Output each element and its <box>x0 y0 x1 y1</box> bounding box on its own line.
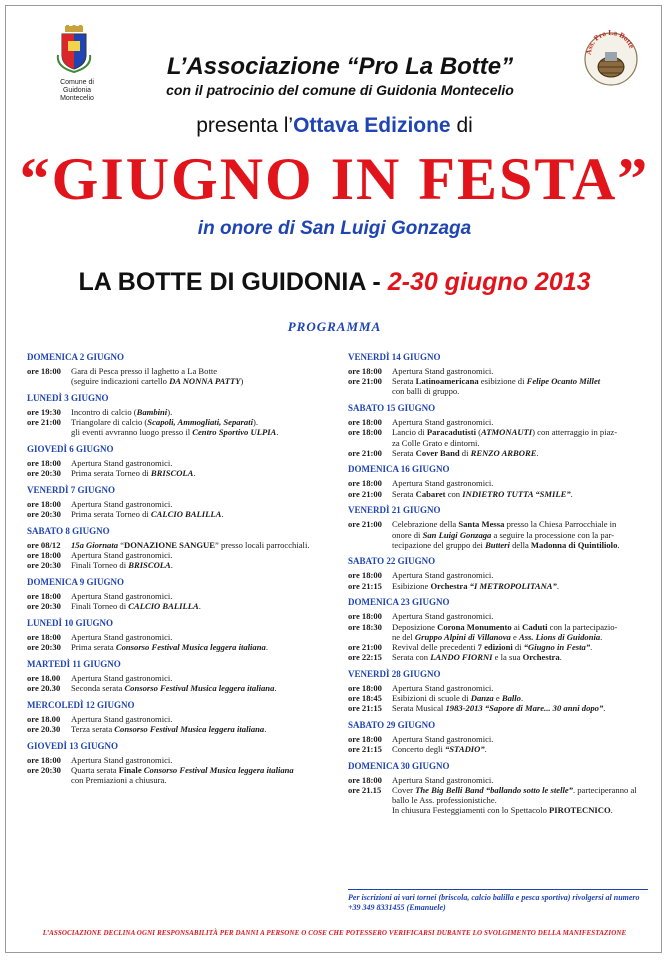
event-description: Apertura Stand gastronomici. <box>71 498 173 509</box>
programme-right-column <box>348 352 648 822</box>
programme-day <box>348 464 648 498</box>
logo-text: Ass. Pro La Botte <box>583 29 637 56</box>
programme-event <box>348 785 648 816</box>
event-time: ore 18:00 <box>27 366 61 376</box>
programme-event <box>27 509 327 519</box>
event-description: Prima serata Consorso Festival Musica leggera italiana. <box>71 642 268 653</box>
programme-event <box>27 632 327 642</box>
event-description: Serata Latinoamericana esibizione di Felipe Ocanto Millet con balli di gruppo. <box>392 376 601 397</box>
programme-event <box>348 622 648 642</box>
event-time: ore 18:00 <box>27 498 61 509</box>
event-description: Apertura Stand gastronomici. <box>71 631 173 642</box>
day-heading: SABATO 15 GIUGNO <box>348 403 436 414</box>
event-time: ore 20:30 <box>27 468 61 479</box>
day-heading: DOMENICA 30 GIUGNO <box>348 760 450 771</box>
programme-event <box>27 591 327 601</box>
programme-day <box>27 659 327 693</box>
event-description: Quarta serata Finale Consorso Festival Musica leggera italiana con Premiazioni a chiusura. <box>71 764 294 785</box>
event-time: ore 18:00 <box>348 682 382 693</box>
event-time: ore 18:00 <box>27 550 61 561</box>
crest-caption-line2: Guidonia Montecelio <box>60 87 94 102</box>
event-time: ore 20.30 <box>27 723 61 734</box>
event-time: ore 21:15 <box>348 703 382 714</box>
programme-event <box>27 540 327 550</box>
disclaimer: L’ASSOCIAZIONE DECLINA OGNI RESPONSABILITÀ PER DANNI A PERSONE O COSE CHE POTESSERO VERIFICARSI DURANTE LO SVOLGIMENTO DELLA MANIFESTAZIONE <box>42 929 627 937</box>
day-heading: VENERDÌ 7 GIUGNO <box>27 484 116 495</box>
event-time: ore 20.30 <box>27 682 61 693</box>
programme-event <box>27 417 327 437</box>
programme-day <box>27 700 327 734</box>
event-time: ore 21:00 <box>348 447 382 458</box>
programme-event <box>348 376 648 396</box>
event-description: Seconda serata Consorso Festival Musica leggera italiana. <box>71 682 277 693</box>
programme-event <box>348 652 648 662</box>
day-heading: LUNEDÌ 10 GIUGNO <box>27 617 114 628</box>
event-time: ore 21:00 <box>348 376 382 387</box>
programme-event <box>27 724 327 734</box>
programme-event <box>348 519 648 550</box>
event-time: ore 18.00 <box>27 672 61 683</box>
event-description: Apertura Stand gastronomici. <box>392 774 494 785</box>
event-description: Prima serata Torneo di BRISCOLA. <box>71 468 196 479</box>
event-time: ore 18:00 <box>348 366 382 376</box>
event-description: Serata Cabaret con INDIETRO TUTTA “SMILE”. <box>392 488 573 499</box>
programme-day <box>348 597 648 662</box>
programme-day <box>27 352 327 386</box>
event-description: Lancio di Paracadutisti (ATMONAUTI) con atterraggio in piaz- za Colle Grato e dintorni. <box>392 427 618 448</box>
patronage-line: con il patrocinio del comune di Guidonia Montecelio <box>166 82 514 98</box>
event-description: Apertura Stand gastronomici. <box>392 733 494 744</box>
day-heading: GIOVEDÌ 6 GIUGNO <box>27 444 114 455</box>
event-description: Apertura Stand gastronomici. <box>392 478 494 489</box>
crest-caption <box>47 79 107 103</box>
event-description: Apertura Stand gastronomici. <box>392 570 494 581</box>
event-time: ore 20:30 <box>27 764 61 775</box>
day-heading: VENERDÌ 14 GIUGNO <box>348 352 441 362</box>
day-heading: VENERDÌ 21 GIUGNO <box>348 505 441 516</box>
day-heading: MERCOLEDÌ 12 GIUGNO <box>27 699 135 710</box>
pro-la-botte-logo <box>583 29 639 87</box>
event-time: ore 18:00 <box>27 631 61 642</box>
venue-line <box>0 266 669 298</box>
programme-event <box>348 427 648 447</box>
event-time: ore 20:30 <box>27 560 61 571</box>
programme-event <box>348 478 648 488</box>
crest-caption-line1: Comune di <box>60 79 94 86</box>
event-time: ore 21:00 <box>348 488 382 499</box>
programme-event <box>27 407 327 417</box>
day-heading: LUNEDÌ 3 GIUGNO <box>27 392 109 403</box>
event-description: Serata Musical 1983-2013 “Sapore di Mare... 30 anni dopo”. <box>392 703 606 714</box>
programme-day <box>348 556 648 590</box>
programme-event <box>27 765 327 785</box>
programme-event <box>348 703 648 713</box>
event-time: ore 18:45 <box>348 693 382 704</box>
event-description: Serata Cover Band di RENZO ARBORE. <box>392 447 539 458</box>
event-time: ore 18:00 <box>348 427 382 438</box>
event-time: ore 08/12 <box>27 539 61 550</box>
programme-day <box>27 741 327 786</box>
programme-event <box>27 673 327 683</box>
event-time: ore 21:00 <box>348 641 382 652</box>
programme-event <box>348 693 648 703</box>
event-time: ore 18:30 <box>348 621 382 632</box>
programme-event <box>348 642 648 652</box>
day-heading: SABATO 22 GIUGNO <box>348 556 436 567</box>
event-time: ore 21:00 <box>348 519 382 530</box>
event-description: Serata con LANDO FIORNI e la sua Orchestra. <box>392 652 562 663</box>
programme-event <box>348 775 648 785</box>
programme-event <box>348 744 648 754</box>
event-title: “GIUGNO IN FESTA” <box>19 146 650 212</box>
event-description: Revival delle precedenti 7 edizioni di “Giugno in Festa”. <box>392 641 593 652</box>
programme-day <box>348 505 648 550</box>
programme-day <box>27 444 327 478</box>
day-heading: SABATO 8 GIUGNO <box>27 525 110 536</box>
day-heading: GIOVEDÌ 13 GIUGNO <box>27 740 119 751</box>
event-description: Cover The Big Belli Band “ballando sotto le stelle”. parteciperanno al ballo le Ass. professionistiche. In chiusura Festeggiamenti con lo Spettacolo PIROTECNICO. <box>392 785 637 816</box>
programme-event <box>27 499 327 509</box>
presenta-pre: presenta l’ <box>196 114 294 137</box>
event-time: ore 18:00 <box>348 611 382 622</box>
programme-event <box>27 683 327 693</box>
event-time: ore 18:00 <box>348 478 382 489</box>
programme-event <box>348 683 648 693</box>
event-description: Apertura Stand gastronomici. <box>71 713 173 724</box>
event-description: Apertura Stand gastronomici. <box>71 458 173 469</box>
registration-note: Per iscrizioni ai vari tornei (briscola, calcio balilla e pesca sportiva) rivolgersi al numero +39 349 8331455 (Emanuele) <box>348 893 640 912</box>
event-dates: 2-30 giugno 2013 <box>387 268 591 296</box>
programme-event <box>348 570 648 580</box>
programme-event <box>348 489 648 499</box>
event-time: ore 18:00 <box>348 733 382 744</box>
event-description: Celebrazione della Santa Messa presso la Chiesa Parrocchiale in onore di San Luigi Gonzaga a seguire la processione con la par- tecipazione del gruppo dei Butteri della Madonna di Quintiliolo. <box>392 519 620 550</box>
event-description: Terza serata Consorso Festival Musica leggera italiana. <box>71 723 267 734</box>
event-time: ore 21.15 <box>348 785 382 796</box>
programme-event <box>348 366 648 376</box>
programme-event <box>348 611 648 621</box>
day-heading: DOMENICA 9 GIUGNO <box>27 576 125 587</box>
event-description: Triangolare di calcio (Scapoli, Ammogliati, Separati). gli eventi avvranno luogo presso il Centro Sportivo ULPIA. <box>71 417 279 438</box>
programme-day <box>348 669 648 714</box>
programme-event <box>27 755 327 765</box>
event-time: ore 22:15 <box>348 652 382 663</box>
programme-day <box>348 720 648 754</box>
event-description: Esibizione Orchestra “I METROPOLITANA”. <box>392 580 559 591</box>
day-heading: VENERDÌ 28 GIUGNO <box>348 668 441 679</box>
event-description: Finali Torneo di CALCIO BALILLA. <box>71 601 201 612</box>
programme-day <box>27 577 327 611</box>
event-time: ore 20:30 <box>27 642 61 653</box>
event-description: Finali Torneo di BRISCOLA. <box>71 560 173 571</box>
programme-day <box>27 393 327 438</box>
programme-day <box>348 352 648 397</box>
day-heading: SABATO 29 GIUGNO <box>348 719 436 730</box>
venue-name: LA BOTTE DI GUIDONIA - <box>78 268 388 296</box>
programme-day <box>27 485 327 519</box>
event-description: Apertura Stand gastronomici. <box>71 550 173 561</box>
event-description: Gara di Pesca presso il laghetto a La Botte (seguire indicazioni cartello DA NONNA PATTY) <box>71 366 244 387</box>
event-description: Deposizione Corona Monumento ai Caduti con la partecipazio- ne del Gruppo Alpini di Villanova e Ass. Lions di Guidonia. <box>392 621 618 642</box>
day-heading: MARTEDÌ 11 GIUGNO <box>27 658 121 669</box>
day-heading: DOMENICA 2 GIUGNO <box>27 352 125 362</box>
day-heading: DOMENICA 23 GIUGNO <box>348 597 450 608</box>
event-time: ore 18.00 <box>27 713 61 724</box>
programme-event <box>27 468 327 478</box>
event-time: ore 18:00 <box>348 417 382 428</box>
programme-event <box>27 601 327 611</box>
event-description: 15a Giornata “DONAZIONE SANGUE” presso locali parrocchiali. <box>71 539 310 550</box>
event-description: Incontro di calcio (Bambini). <box>71 406 173 417</box>
event-time: ore 19:30 <box>27 406 61 417</box>
programme-day <box>348 403 648 458</box>
programme-event <box>27 714 327 724</box>
event-description: Apertura Stand gastronomici. <box>392 366 494 376</box>
event-time: ore 18:00 <box>27 754 61 765</box>
programme-event <box>27 642 327 652</box>
event-time: ore 21:15 <box>348 580 382 591</box>
programme-event <box>27 560 327 570</box>
event-time: ore 21:15 <box>348 744 382 755</box>
programme-left-column <box>27 352 327 792</box>
event-description: Apertura Stand gastronomici. <box>71 754 173 765</box>
programme-day <box>27 618 327 652</box>
event-description: Prima serata Torneo di CALCIO BALILLA. <box>71 509 224 520</box>
programme-event <box>27 366 327 386</box>
association-name: L’Associazione “Pro La Botte” <box>166 53 514 80</box>
programme-heading: PROGRAMMA <box>287 319 382 334</box>
presenta-post: di <box>450 114 473 137</box>
programme-event <box>348 581 648 591</box>
event-time: ore 21:00 <box>27 417 61 428</box>
day-heading: DOMENICA 16 GIUGNO <box>348 464 450 475</box>
event-time: ore 18:00 <box>348 570 382 581</box>
edition-label: Ottava Edizione <box>293 114 451 137</box>
programme-day <box>27 526 327 571</box>
event-description: Concerto degli “STADIO”. <box>392 744 487 755</box>
municipal-crest-icon <box>56 25 92 73</box>
programme-day <box>348 761 648 816</box>
event-description: Apertura Stand gastronomici. <box>71 672 173 683</box>
presenta-line <box>0 112 669 140</box>
event-description: Esibizioni di scuole di Danza e Ballo. <box>392 693 524 704</box>
event-time: ore 18:00 <box>348 774 382 785</box>
event-description: Apertura Stand gastronomici. <box>71 590 173 601</box>
note-divider <box>348 889 648 890</box>
programme-event <box>348 734 648 744</box>
programme-event <box>348 448 648 458</box>
event-time: ore 18:00 <box>27 458 61 469</box>
programme-event <box>27 458 327 468</box>
event-time: ore 20:30 <box>27 509 61 520</box>
dedication-line: in onore di San Luigi Gonzaga <box>197 218 472 239</box>
programme-event <box>27 550 327 560</box>
event-description: Apertura Stand gastronomici. <box>392 682 494 693</box>
event-description: Apertura Stand gastronomici. <box>392 611 494 622</box>
event-description: Apertura Stand gastronomici. <box>392 417 494 428</box>
event-time: ore 20:30 <box>27 601 61 612</box>
programme-event <box>348 417 648 427</box>
event-time: ore 18:00 <box>27 590 61 601</box>
